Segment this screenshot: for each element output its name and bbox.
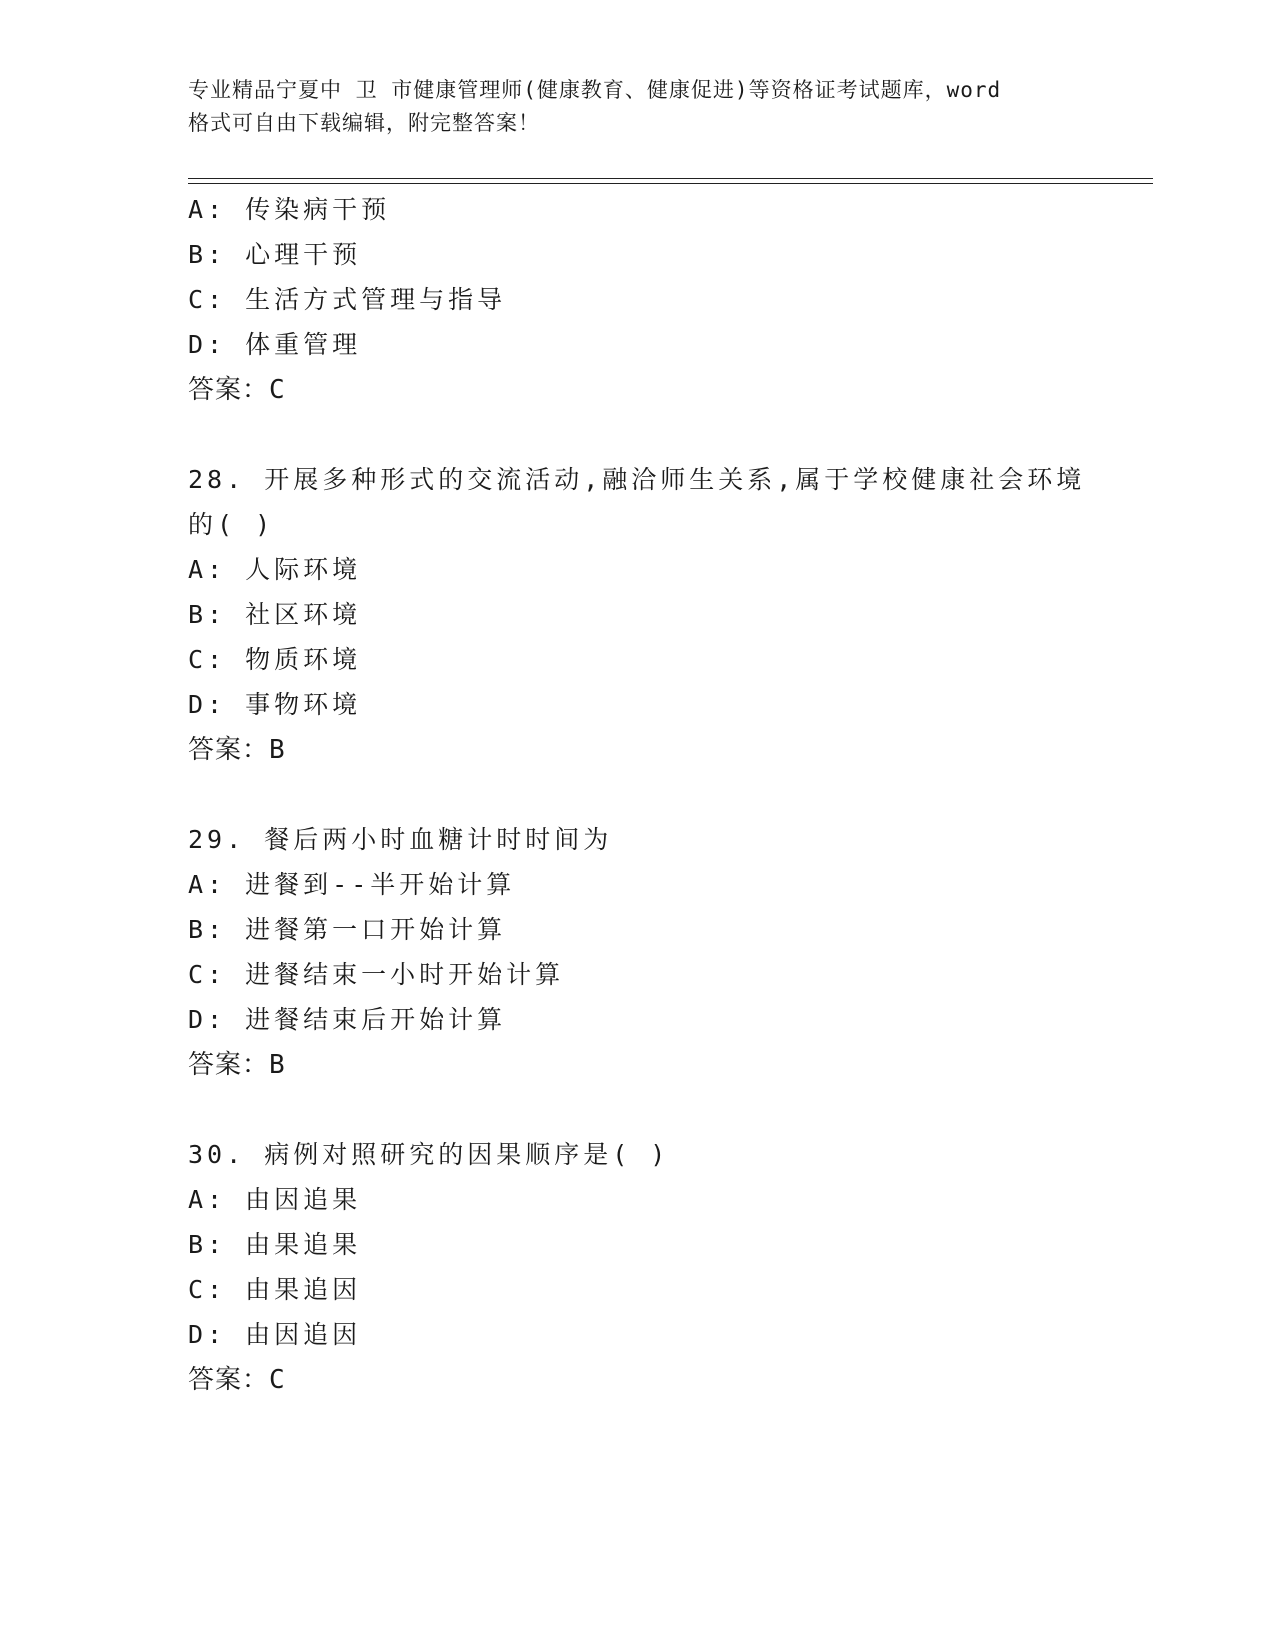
document-header [188,74,1108,140]
q27-option-d: D: 体重管理 [188,330,362,359]
q30-option-a: A: 由因追果 [188,1185,362,1214]
answer-label: 答案： [188,1050,270,1080]
q29-option-b: B: 进餐第一口开始计算 [188,915,507,944]
q29-option-d: D: 进餐结束后开始计算 [188,1005,507,1034]
q28-stem-line-2: 的( ) [188,510,275,539]
q28-answer [188,733,286,767]
header-divider-bottom [188,183,1153,184]
header-divider-top [188,178,1153,179]
q28-stem-line-1: 28. 开展多种形式的交流活动,融洽师生关系,属于学校健康社会环境 [188,465,1086,494]
header-line-1: 专业精品宁夏中 卫 市健康管理师(健康教育、健康促进)等资格证考试题库，word [188,78,1002,102]
answer-value: C [269,1365,286,1395]
q29-option-a: A: 进餐到--半开始计算 [188,870,516,899]
q28-option-c: C: 物质环境 [188,645,362,674]
answer-label: 答案： [188,1365,270,1395]
q30-stem-line-1: 30. 病例对照研究的因果顺序是( ) [188,1140,670,1169]
q29-option-c: C: 进餐结束一小时开始计算 [188,960,565,989]
answer-value: B [269,735,286,765]
q29-answer [188,1048,286,1082]
q28-option-b: B: 社区环境 [188,600,362,629]
q27-answer [188,373,286,407]
q30-option-d: D: 由因追因 [188,1320,362,1349]
answer-value: C [269,375,286,405]
q27-option-b: B: 心理干预 [188,240,362,269]
answer-value: B [269,1050,286,1080]
answer-label: 答案： [188,735,270,765]
q29-stem-line-1: 29. 餐后两小时血糖计时时间为 [188,825,613,854]
q28-option-a: A: 人际环境 [188,555,362,584]
answer-label: 答案： [188,375,270,405]
q30-option-c: C: 由果追因 [188,1275,362,1304]
q30-answer [188,1363,286,1397]
q30-option-b: B: 由果追果 [188,1230,362,1259]
q27-option-c: C: 生活方式管理与指导 [188,285,507,314]
q27-option-a: A: 传染病干预 [188,195,391,224]
header-line-2: 格式可自由下载编辑，附完整答案！ [188,111,540,135]
q28-option-d: D: 事物环境 [188,690,362,719]
